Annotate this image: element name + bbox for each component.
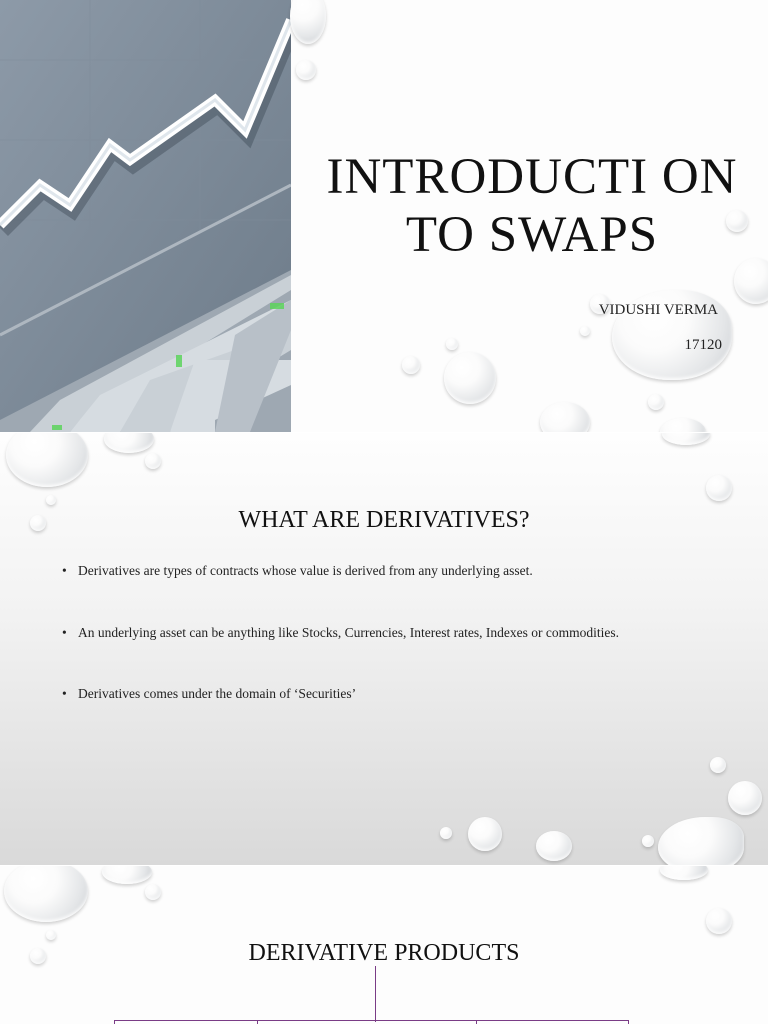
bullet-list xyxy=(62,559,662,705)
water-drop-decoration xyxy=(642,835,654,847)
water-drop-decoration xyxy=(540,402,590,432)
products-slide xyxy=(0,866,768,1024)
water-drop-decoration xyxy=(46,495,56,505)
tree-connector-branch xyxy=(114,1020,115,1024)
derivatives-slide xyxy=(0,433,768,865)
author-name: VIDUSHI VERMA xyxy=(598,302,718,318)
water-drop-decoration xyxy=(710,757,726,773)
water-drop-decoration xyxy=(102,866,152,884)
water-drop-decoration xyxy=(648,394,664,410)
tree-connector-branch xyxy=(628,1020,629,1024)
list-item: • Derivatives comes under the domain of ‘Securities’ xyxy=(62,682,662,705)
roll-number: 17120 xyxy=(684,337,722,353)
slide-heading: DERIVATIVE PRODUCTS xyxy=(248,940,520,966)
water-drop-decoration xyxy=(734,258,768,304)
water-drop-decoration xyxy=(46,930,56,940)
title-slide xyxy=(0,0,768,432)
water-drop-decoration xyxy=(402,356,420,374)
bullet-icon: • xyxy=(62,686,67,701)
water-drop-decoration xyxy=(145,884,161,900)
water-drop-decoration xyxy=(706,475,732,501)
water-drop-decoration xyxy=(580,326,590,336)
slide-heading: WHAT ARE DERIVATIVES? xyxy=(238,507,530,533)
tree-connector-branch xyxy=(257,1020,258,1024)
water-drop-decoration xyxy=(658,817,744,865)
water-drop-decoration xyxy=(290,0,326,44)
water-drop-decoration xyxy=(440,827,452,839)
water-drop-decoration xyxy=(444,352,496,404)
water-drop-decoration xyxy=(660,418,706,432)
water-drop-decoration xyxy=(446,338,458,350)
presentation-title: INTRODUCTI ON TO SWAPS xyxy=(326,149,738,263)
bullet-icon: • xyxy=(62,625,67,640)
water-drop-decoration xyxy=(536,831,572,861)
water-drop-decoration xyxy=(728,781,762,815)
bullet-icon: • xyxy=(62,563,67,578)
list-item: • An underlying asset can be anything like Stocks, Currencies, Interest rates, Indexes or commodities. xyxy=(62,621,662,644)
water-drop-decoration xyxy=(104,433,154,453)
water-drop-decoration xyxy=(468,817,502,851)
water-drop-decoration xyxy=(4,866,88,922)
water-drop-decoration xyxy=(296,60,316,80)
water-drop-decoration xyxy=(706,908,732,934)
tree-connector-branch xyxy=(476,1020,477,1024)
tree-connector-horizontal xyxy=(114,1020,629,1021)
water-drop-decoration xyxy=(660,866,708,880)
tree-connector-vertical xyxy=(375,966,376,1022)
water-drop-decoration xyxy=(145,453,161,469)
staircase-growth-photo xyxy=(0,0,291,432)
list-item: • Derivatives are types of contracts whose value is derived from any underlying asset. xyxy=(62,559,662,582)
water-drop-decoration xyxy=(662,433,710,445)
water-drop-decoration xyxy=(6,433,88,487)
